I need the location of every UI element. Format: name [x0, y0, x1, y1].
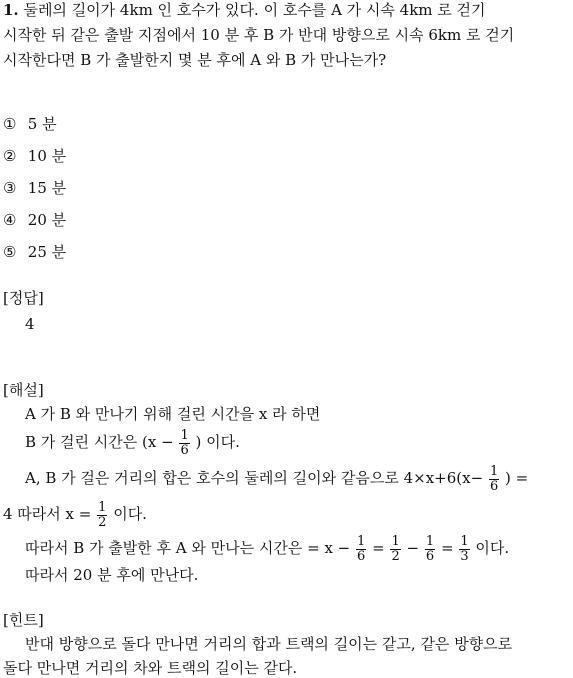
choice-5-marker: ⑤ [3, 243, 17, 261]
fraction-one-sixth [425, 535, 435, 564]
problem-number: 1. [3, 1, 19, 19]
hint-heading: [힌트] [3, 611, 44, 629]
hint-line-1: 반대 방향으로 돌다 만나면 거리의 합과 트랙의 길이는 같고, 같은 방향으로 [25, 635, 513, 653]
problem-line-3: 시작한다면 B 가 출발한지 몇 분 후에 A 와 B 가 만나는가? [3, 51, 387, 69]
solution-line-4 [3, 498, 147, 530]
solution-line-3 [25, 462, 528, 494]
choice-2-text: 10 분 [27, 147, 67, 165]
denominator: 3 [460, 548, 469, 564]
denominator: 2 [391, 548, 400, 564]
numerator: 1 [489, 463, 499, 479]
minus-sign: − [406, 539, 420, 557]
denominator: 6 [425, 548, 435, 564]
answer-value: 4 [25, 315, 35, 333]
numerator: 1 [425, 533, 435, 549]
numerator: 1 [98, 499, 107, 515]
choice-3[interactable] [3, 178, 66, 198]
solution-line-2 [25, 426, 240, 458]
solution-line-4-pre: 4 따라서 x = [3, 505, 92, 523]
solution-line-3-pre: A, B 가 걸은 거리의 합은 호수의 둘레의 길이와 같음으로 4×x+6(x− [25, 469, 484, 487]
hint-line-2: 돌다 만나면 거리의 차와 트랙의 길이는 같다. [3, 659, 298, 677]
denominator: 2 [98, 514, 107, 530]
problem-line-1 [3, 0, 486, 20]
solution-line-2-post: ) 이다. [195, 433, 240, 451]
fraction-one-sixth [489, 465, 499, 494]
fraction-one-sixth [356, 535, 366, 564]
choice-3-marker: ③ [3, 179, 17, 197]
choice-5-text: 25 분 [27, 243, 67, 261]
answer-heading: [정답] [3, 289, 44, 307]
solution-line-3-post: ) = [505, 469, 529, 487]
fraction-one-half [390, 535, 400, 564]
fraction-one-sixth [179, 429, 189, 458]
numerator: 1 [357, 533, 366, 549]
problem-line-2: 시작한 뒤 같은 출발 지점에서 10 분 후 B 가 반대 방향으로 시속 6km 로 걷기 [3, 26, 515, 44]
denominator: 6 [489, 478, 499, 494]
equals-sign: = [372, 539, 385, 557]
choice-1-marker: ① [3, 115, 17, 133]
solution-line-2-pre: B 가 걸린 시간은 (x − [25, 433, 174, 451]
solution-line-6: 따라서 20 분 후에 만난다. [25, 566, 199, 584]
choice-1[interactable] [3, 114, 57, 134]
solution-heading: [해설] [3, 381, 44, 399]
choice-3-text: 15 분 [27, 179, 67, 197]
solution-line-4-post: 이다. [113, 505, 147, 523]
choice-4-text: 20 분 [27, 211, 67, 229]
numerator: 1 [180, 427, 189, 443]
solution-line-1: A 가 B 와 만나기 위해 걸린 시간을 x 라 하면 [25, 405, 321, 423]
denominator: 6 [180, 442, 189, 458]
choice-2-marker: ② [3, 147, 17, 165]
numerator: 1 [391, 533, 400, 549]
choice-4-marker: ④ [3, 211, 17, 229]
fraction-one-third [459, 535, 469, 564]
choice-5[interactable] [3, 242, 66, 262]
numerator: 1 [460, 533, 469, 549]
choice-4[interactable] [3, 210, 66, 230]
choice-2[interactable] [3, 146, 66, 166]
equals-sign: = [440, 539, 454, 557]
solution-line-5-pre: 따라서 B 가 출발한 후 A 와 만나는 시간은 = x − [25, 539, 351, 557]
fraction-one-half [97, 501, 107, 530]
problem-text-1: 둘레의 길이가 4km 인 호수가 있다. 이 호수를 A 가 시속 4km 로 걷기 [23, 1, 486, 19]
denominator: 6 [357, 548, 366, 564]
choice-1-text: 5 분 [27, 115, 57, 133]
solution-line-5 [25, 532, 509, 564]
solution-line-5-post: 이다. [475, 539, 510, 557]
